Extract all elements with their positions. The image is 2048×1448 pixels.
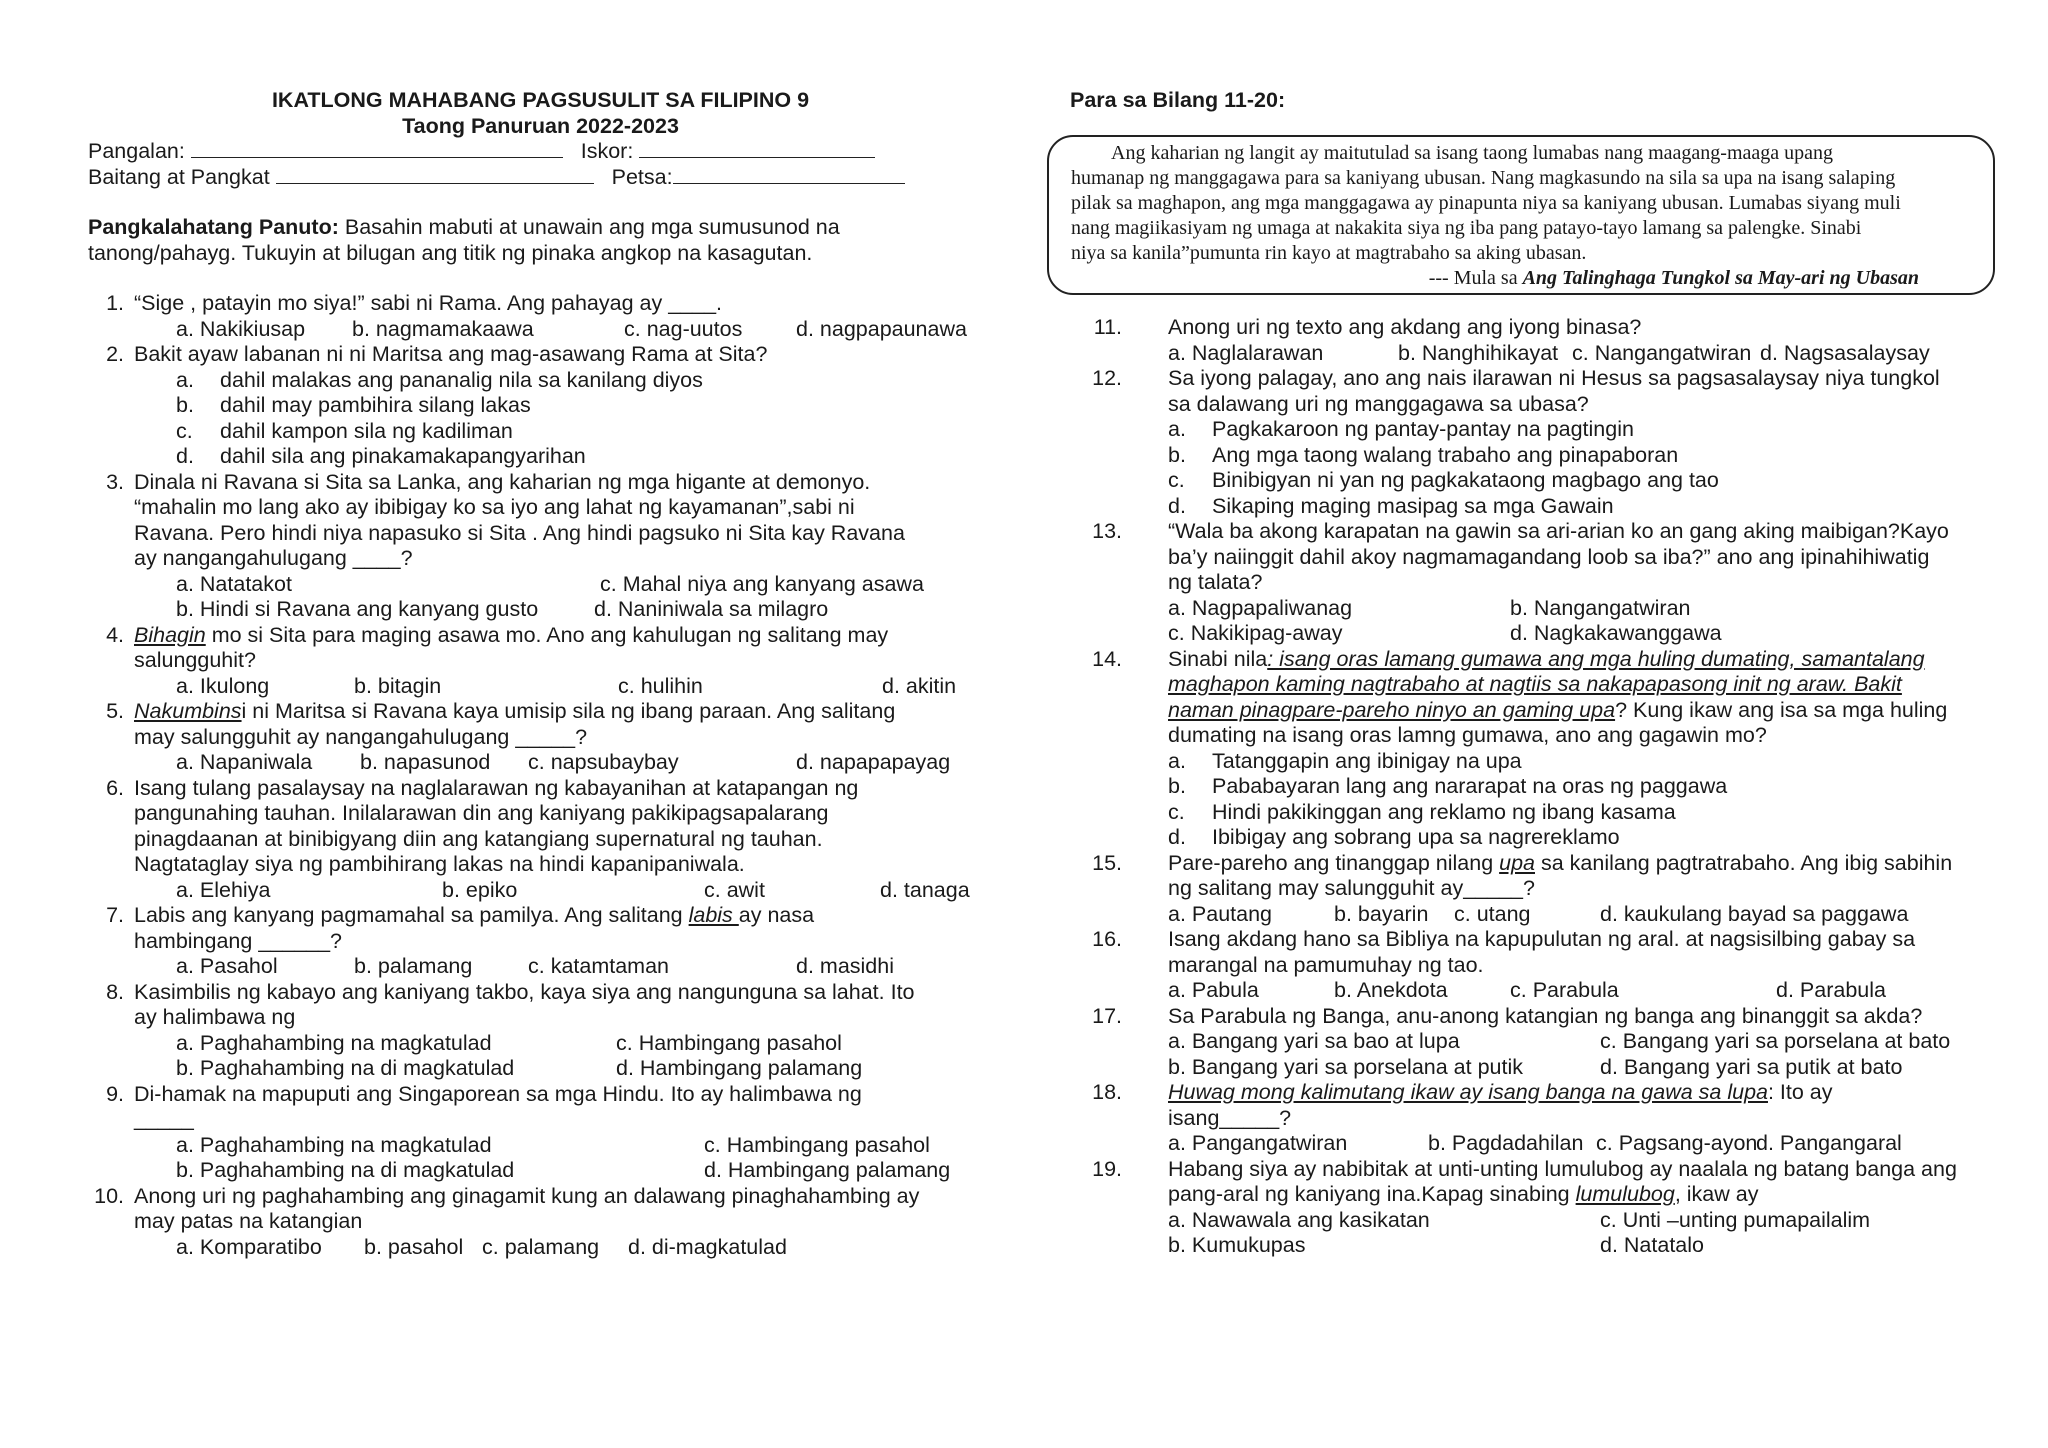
underlined-word: lumulubog — [1575, 1182, 1675, 1206]
option-b[interactable]: b. bayarin — [1334, 901, 1429, 926]
q2-option-c[interactable] — [88, 419, 993, 445]
question-9 — [88, 1082, 993, 1108]
question-8-line-2: ay halimbawa ng — [134, 1005, 296, 1029]
option-b[interactable]: b. Hindi si Ravana ang kanyang gusto — [176, 597, 539, 621]
option-c[interactable]: c. katamtaman — [528, 954, 669, 978]
option-a[interactable]: a. Pasahol — [176, 954, 278, 978]
option-text: Tatanggapin ang ibinigay na upa — [1212, 748, 1522, 773]
option-a[interactable]: a. Pabula — [1168, 978, 1259, 1002]
question-stem: mo si Sita para maging asawa mo. Ano ang kahulugan ng salitang may — [205, 622, 889, 647]
q4-options — [88, 674, 993, 700]
question-number: 3. — [106, 469, 124, 494]
source-prefix: --- Mula sa — [1428, 267, 1523, 289]
question-number: 13. — [1092, 519, 1122, 543]
question-stem: “Sige , patayin mo siya!” sabi ni Rama. Ang pahayag ay ____. — [134, 291, 723, 315]
q6-options — [88, 878, 993, 904]
option-a[interactable]: a. Naglalarawan — [1168, 340, 1324, 365]
underlined-quote: naman pinagpare-pareho ninyo an gaming upa — [1168, 697, 1616, 722]
question-number: 14. — [1092, 646, 1122, 671]
option-d[interactable]: d. nagpapaunawa — [796, 316, 967, 341]
question-stem-rest: ? Kung ikaw ang isa sa mga huling — [1615, 697, 1948, 722]
question-3-line-3: Ravana. Pero hindi niya napasuko si Sita . Ang hindi pagsuko ni Sita kay Ravana — [134, 520, 905, 545]
question-6-line-2: pangunahing tauhan. Inilalarawan din ang kaniyang pakikipagsapalarang — [134, 801, 829, 825]
question-number: 9. — [106, 1081, 124, 1106]
option-b[interactable]: b. nagmamakaawa — [352, 316, 534, 341]
option-a[interactable]: a. Napaniwala — [176, 750, 313, 774]
q14-option-a[interactable] — [1082, 749, 1992, 775]
option-text: Binibigyan ni yan ng pagkakataong magbago ang tao — [1212, 468, 1719, 492]
option-c[interactable]: c. hulihin — [618, 673, 703, 698]
option-b[interactable]: b. Anekdota — [1334, 978, 1448, 1002]
reading-passage — [1047, 135, 1995, 295]
option-a[interactable]: a. Paghahambing na magkatulad — [176, 1132, 492, 1157]
question-11 — [1082, 315, 1992, 341]
q3-options-ac — [88, 572, 993, 598]
q10-options — [88, 1235, 993, 1261]
q9-options-ac — [88, 1133, 993, 1159]
underlined-quote: maghapon kaming nagtrabaho at nagtiis sa nakapapasong init ng araw. Bakit — [1168, 672, 1902, 696]
option-b[interactable]: b. Pagdadahilan — [1428, 1131, 1584, 1155]
q15-options — [1082, 902, 1992, 928]
question-number: 15. — [1092, 850, 1122, 875]
option-b[interactable]: b. Nangangatwiran — [1510, 595, 1691, 620]
grade-row — [88, 165, 993, 191]
q14-option-b[interactable] — [1082, 774, 1992, 800]
passage-line: nang magiikasiyam ng umaga at nakakita siya ng iba pang patayo-tayo lamang sa palengke. Sinabi — [1071, 217, 1862, 239]
underlined-quote: : isang oras lamang gumawa ang mga huling dumating, samantalang — [1267, 646, 1925, 671]
question-stem-rest: sa kanilang pagtratrabaho. Ang ibig sabihin — [1535, 850, 1953, 875]
option-d[interactable]: d. Hambingang palamang — [704, 1158, 951, 1182]
underlined-word: labis — [688, 903, 739, 927]
option-c[interactable]: c. Bangang yari sa porselana at bato — [1600, 1029, 1951, 1053]
option-b[interactable]: b. napasunod — [360, 750, 491, 774]
option-letter: d. — [1168, 825, 1186, 849]
option-text: Sikaping maging masipag sa mga Gawain — [1212, 493, 1614, 518]
name-field[interactable] — [191, 139, 563, 158]
q16-options — [1082, 978, 1992, 1004]
option-c[interactable]: c. awit — [704, 877, 765, 902]
question-stem: “Wala ba akong karapatan na gawin sa ari-arian ko an gang aking maibigan?Kayo — [1168, 519, 1949, 543]
question-15 — [1082, 851, 1992, 877]
option-text: Ibibigay ang sobrang upa sa nagrereklamo — [1212, 825, 1620, 849]
q2-option-b[interactable] — [88, 393, 993, 419]
option-a[interactable]: a. Nakikiusap — [176, 316, 306, 341]
question-stem: Labis ang kanyang pagmamahal sa pamilya. Ang salitang — [134, 903, 689, 927]
option-letter: c. — [176, 418, 193, 443]
option-c[interactable]: c. nag-uutos — [624, 316, 743, 341]
option-c[interactable]: c. Nangangatwiran — [1572, 340, 1752, 365]
question-18-line-2: isang_____? — [1168, 1105, 1292, 1130]
question-stem: Sa iyong palagay, ano ang nais ilarawan ni Hesus sa pagsasalaysay niya tungkol — [1168, 366, 1940, 390]
name-label: Pangalan: — [88, 139, 185, 163]
question-stem: Sa Parabula ng Banga, anu-anong katangian ng banga ang binanggit sa akda? — [1168, 1003, 1923, 1028]
q14-option-c[interactable] — [1082, 800, 1992, 826]
question-number: 1. — [106, 291, 124, 315]
option-d[interactable]: d. tanaga — [880, 877, 970, 902]
option-b[interactable]: b. palamang — [354, 954, 473, 978]
option-b[interactable]: b. epiko — [442, 877, 518, 902]
q12-option-a[interactable] — [1082, 417, 1992, 443]
date-label: Petsa: — [611, 164, 673, 189]
question-9-line-2: _____ — [134, 1107, 194, 1131]
option-letter: c. — [1168, 799, 1185, 824]
question-10 — [88, 1184, 993, 1210]
question-number: 7. — [106, 903, 124, 927]
option-d[interactable]: d. Bangang yari sa putik at bato — [1600, 1054, 1903, 1079]
question-5 — [88, 699, 993, 725]
q17-options-bd — [1082, 1055, 1992, 1081]
question-number: 16. — [1092, 927, 1122, 951]
question-stem: pang-aral ng kaniyang ina.Kapag sinabing — [1168, 1182, 1576, 1206]
score-label: Iskor: — [580, 139, 634, 163]
option-letter: c. — [1168, 468, 1185, 492]
source-title: Ang Talinghaga Tungkol sa May-ari ng Ubasan — [1522, 267, 1919, 289]
question-3 — [88, 470, 993, 496]
question-4-line-2: salungguhit? — [134, 648, 256, 672]
question-number: 19. — [1092, 1156, 1122, 1181]
passage-line: pilak sa maghapon, ang mga manggagawa ay pinapunta niya sa kaniyang ubusan. Lumabas siyang muli — [1071, 192, 1901, 214]
q1-options — [88, 317, 993, 343]
underlined-word: Nakumbins — [134, 699, 242, 723]
question-stem: Isang akdang hano sa Bibliya na kapupulutan ng aral. at nagsisilbing gabay sa — [1168, 927, 1916, 951]
option-letter: a. — [1168, 417, 1186, 441]
question-8 — [88, 980, 993, 1006]
option-d[interactable]: d. masidhi — [796, 954, 894, 978]
option-a[interactable]: a. Natatakot — [176, 571, 292, 596]
q9-options-bd — [88, 1158, 993, 1184]
instructions-label: Pangkalahatang Panuto: — [88, 215, 339, 239]
option-c[interactable]: c. Unti –unting pumapailalim — [1600, 1207, 1871, 1232]
question-number: 5. — [106, 699, 124, 723]
question-14-line-4: dumating na isang oras lamng gumawa, ano ang gagawin mo? — [1168, 723, 1767, 747]
passage-source — [1071, 266, 1975, 291]
option-c[interactable]: c. Hambingang pasahol — [704, 1132, 930, 1157]
grade-label: Baitang at Pangkat — [88, 164, 270, 189]
option-d[interactable]: d. napapapayag — [796, 750, 951, 774]
option-b[interactable]: b. pasahol — [364, 1234, 464, 1259]
question-10-line-2: may patas na katangian — [134, 1209, 363, 1233]
question-15-line-2: ng salitang may salungguhit ay_____? — [1168, 876, 1535, 900]
question-number: 2. — [106, 342, 124, 366]
option-text: dahil kampon sila ng kadiliman — [220, 418, 513, 443]
option-b[interactable]: b. bitagin — [354, 673, 442, 698]
question-17 — [1082, 1004, 1992, 1030]
option-c[interactable]: c. Hambingang pasahol — [616, 1030, 842, 1055]
question-1 — [88, 291, 993, 317]
option-text: dahil may pambihira silang lakas — [220, 393, 531, 417]
option-c[interactable]: c. Parabula — [1510, 978, 1619, 1002]
option-d[interactable]: d. Parabula — [1776, 978, 1886, 1002]
q8-options-bd — [88, 1056, 993, 1082]
page-title: IKATLONG MAHABANG PAGSUSULIT SA FILIPINO 9 — [271, 88, 810, 112]
option-text: Pababayaran lang ang nararapat na oras ng paggawa — [1212, 774, 1728, 798]
question-number: 8. — [106, 979, 124, 1004]
q5-options — [88, 750, 993, 776]
question-stem: Di-hamak na mapuputi ang Singaporean sa mga Hindu. Ito ay halimbawa ng — [134, 1081, 862, 1106]
q19-options-bd — [1082, 1233, 1992, 1259]
underlined-word: upa — [1499, 850, 1535, 875]
option-a[interactable]: a. Komparatibo — [176, 1234, 322, 1259]
instructions-text-2: tanong/pahayg. Tukuyin at bilugan ang titik ng pinaka angkop na kasagutan. — [88, 240, 813, 265]
question-14 — [1082, 647, 1992, 673]
q13-options-cd — [1082, 621, 1992, 647]
question-12 — [1082, 366, 1992, 392]
option-letter: b. — [176, 393, 194, 417]
option-a[interactable]: a. Pangangatwiran — [1168, 1131, 1348, 1155]
option-a[interactable]: a. Paghahambing na magkatulad — [176, 1030, 492, 1055]
question-13 — [1082, 519, 1992, 545]
school-year: Taong Panuruan 2022-2023 — [402, 113, 679, 138]
option-d[interactable]: d. di-magkatulad — [628, 1234, 787, 1259]
passage-line: Ang kaharian ng langit ay maitutulad sa isang taong lumabas nang maagang-maaga upang — [1111, 142, 1834, 164]
question-14-line-3 — [1082, 698, 1992, 724]
grade-field[interactable] — [276, 165, 594, 184]
question-stem-rest: , ikaw ay — [1674, 1182, 1759, 1206]
option-b[interactable]: b. Paghahambing na di magkatulad — [176, 1158, 515, 1182]
question-stem: Anong uri ng texto ang akdang ang iyong binasa? — [1168, 315, 1642, 339]
q12-option-b[interactable] — [1082, 443, 1992, 469]
instructions-text: Basahin mabuti at unawain ang mga sumusunod na — [338, 215, 840, 239]
question-3-line-2: “mahalin mo lang ako ay ibibigay ko sa iyo ang lahat ng kayamanan”,sabi ni — [134, 495, 855, 519]
question-14-line-2 — [1082, 672, 1992, 698]
q14-option-d[interactable] — [1082, 825, 1992, 851]
option-c[interactable]: c. utang — [1454, 901, 1531, 926]
question-13-line-2: ba’y naiinggit dahil akoy nagmamagandang loob sa iba?” ano ang ipinahihiwatig — [1168, 544, 1930, 569]
question-number: 6. — [106, 775, 124, 800]
question-stem: i ni Maritsa si Ravana kaya umisip sila ng ibang paraan. Ang salitang — [241, 699, 896, 723]
option-b[interactable]: b. Paghahambing na di magkatulad — [176, 1056, 515, 1080]
option-text: dahil sila ang pinakamakapangyarihan — [220, 444, 586, 468]
question-16 — [1082, 927, 1992, 953]
q7-options — [88, 954, 993, 980]
option-c[interactable]: c. palamang — [482, 1234, 600, 1259]
question-stem: Pare-pareho ang tinanggap nilang — [1168, 850, 1500, 875]
option-letter: a. — [1168, 748, 1186, 773]
option-d[interactable]: d. Natatalo — [1600, 1233, 1704, 1257]
underlined-word: Bihagin — [134, 622, 206, 647]
question-3-line-4: ay nangangahulugang ____? — [134, 546, 413, 570]
passage-line: humanap ng manggagawa para sa kaniyang ubusan. Nang magkasundo na sila sa upa na isang salaping — [1071, 167, 1896, 189]
option-b[interactable]: b. Kumukupas — [1168, 1233, 1306, 1257]
score-field[interactable] — [639, 139, 875, 158]
option-a[interactable]: a. Ikulong — [176, 673, 270, 698]
question-stem: Sinabi nila — [1168, 646, 1268, 671]
right-column — [1082, 315, 1992, 1259]
option-d[interactable]: d. akitin — [882, 673, 957, 698]
q12-option-d[interactable] — [1082, 494, 1992, 520]
question-number: 10. — [94, 1183, 124, 1208]
q2-option-d[interactable] — [88, 444, 993, 470]
option-d[interactable]: d. kaukulang bayad sa paggawa — [1600, 901, 1909, 926]
date-field[interactable] — [673, 165, 905, 184]
instructions — [88, 215, 993, 241]
question-19 — [1082, 1157, 1992, 1183]
underlined-quote: Huwag mong kalimutang ikaw ay isang banga na gawa sa lupa — [1168, 1080, 1768, 1104]
option-letter: b. — [1168, 442, 1186, 467]
question-4 — [88, 623, 993, 649]
question-stem: Anong uri ng paghahambing ang ginagamit kung an dalawang pinaghahambing ay — [134, 1183, 920, 1208]
option-a[interactable]: a. Elehiya — [176, 877, 271, 902]
question-16-line-2: marangal na pamumuhay ng tao. — [1168, 952, 1484, 977]
option-text: Pagkakaroon ng pantay-pantay na pagtingin — [1212, 417, 1634, 441]
option-a[interactable]: a. Nawawala ang kasikatan — [1168, 1207, 1430, 1232]
question-number: 17. — [1092, 1003, 1122, 1028]
question-19-line-2 — [1082, 1182, 1992, 1208]
option-c[interactable]: c. Nakikipag-away — [1168, 621, 1343, 645]
option-d[interactable]: d. Hambingang palamang — [616, 1056, 863, 1080]
option-c[interactable]: c. Pagsang-ayon — [1596, 1131, 1758, 1155]
question-stem: Bakit ayaw labanan ni ni Maritsa ang mag-asawang Rama at Sita? — [134, 342, 768, 366]
name-row — [88, 139, 993, 165]
option-a[interactable]: a. Bangang yari sa bao at lupa — [1168, 1029, 1460, 1053]
option-a[interactable]: a. Pautang — [1168, 901, 1273, 926]
option-c[interactable]: c. Mahal niya ang kanyang asawa — [600, 571, 924, 596]
question-6-line-3: pinagdaanan at binibigyang diin ang katangiang supernatural ng tauhan. — [134, 826, 823, 851]
question-stem: Habang siya ay nabibitak at unti-unting lumulubog ay naalala ng batang banga ang — [1168, 1156, 1957, 1181]
question-number: 18. — [1092, 1080, 1122, 1104]
option-text: Ang mga taong walang trabaho ang pinapaboran — [1212, 442, 1679, 467]
question-number: 12. — [1092, 366, 1122, 390]
question-13-line-3: ng talata? — [1168, 570, 1263, 594]
option-b[interactable]: b. Bangang yari sa porselana at putik — [1168, 1054, 1523, 1079]
option-text: dahil malakas ang pananalig nila sa kanilang diyos — [220, 367, 703, 392]
question-number: 11. — [1093, 315, 1122, 339]
section-title: Para sa Bilang 11-20: — [1070, 88, 1286, 112]
option-d[interactable]: d. Pangangaral — [1756, 1131, 1902, 1155]
option-letter: b. — [1168, 774, 1186, 798]
option-letter: d. — [176, 444, 194, 468]
question-stem: Dinala ni Ravana si Sita sa Lanka, ang kaharian ng mga higante at demonyo. — [134, 469, 871, 494]
q2-option-a[interactable] — [88, 368, 993, 394]
question-6 — [88, 776, 993, 802]
question-stem: Kasimbilis ng kabayo ang kaniyang takbo, kaya siya ang nangunguna sa lahat. Ito — [134, 979, 915, 1004]
question-18 — [1082, 1080, 1992, 1106]
question-6-line-4: Nagtataglay siya ng pambihirang lakas na hindi kapanipaniwala. — [134, 852, 745, 876]
option-b[interactable]: b. Nanghihikayat — [1398, 340, 1559, 365]
option-letter: a. — [176, 367, 194, 392]
question-number: 4. — [106, 622, 124, 647]
option-d[interactable]: d. Nagkakawanggawa — [1510, 621, 1722, 645]
question-12-line-2: sa dalawang uri ng manggagawa sa ubasa? — [1168, 391, 1589, 416]
q3-options-bd — [88, 597, 993, 623]
option-d[interactable]: d. Nagsasalaysay — [1760, 340, 1930, 365]
question-5-line-2: may salungguhit ay nangangahulugang _____? — [134, 724, 588, 749]
option-d[interactable]: d. Naniniwala sa milagro — [594, 597, 829, 621]
left-column — [88, 88, 993, 1260]
q11-options — [1082, 341, 1992, 367]
question-stem-rest: ay nasa — [738, 903, 815, 927]
question-2 — [88, 342, 993, 368]
question-stem-rest: : Ito ay — [1767, 1080, 1833, 1104]
q13-options-ab — [1082, 596, 1992, 622]
q12-option-c[interactable] — [1082, 468, 1992, 494]
option-a[interactable]: a. Nagpapaliwanag — [1168, 595, 1353, 620]
question-stem: Isang tulang pasalaysay na naglalarawan ng kabayanihan at katapangan ng — [134, 775, 859, 800]
q17-options-ac — [1082, 1029, 1992, 1055]
question-7-line-2: hambingang ______? — [134, 928, 343, 953]
option-text: Hindi pakikinggan ang reklamo ng ibang kasama — [1212, 799, 1676, 824]
q18-options — [1082, 1131, 1992, 1157]
option-letter: d. — [1168, 493, 1186, 518]
option-c[interactable]: c. napsubaybay — [528, 750, 679, 774]
question-7 — [88, 903, 993, 929]
passage-line: niya sa kanila”pumunta rin kayo at magtrabaho sa aking ubasan. — [1071, 242, 1587, 264]
q8-options-ac — [88, 1031, 993, 1057]
q19-options-ac — [1082, 1208, 1992, 1234]
